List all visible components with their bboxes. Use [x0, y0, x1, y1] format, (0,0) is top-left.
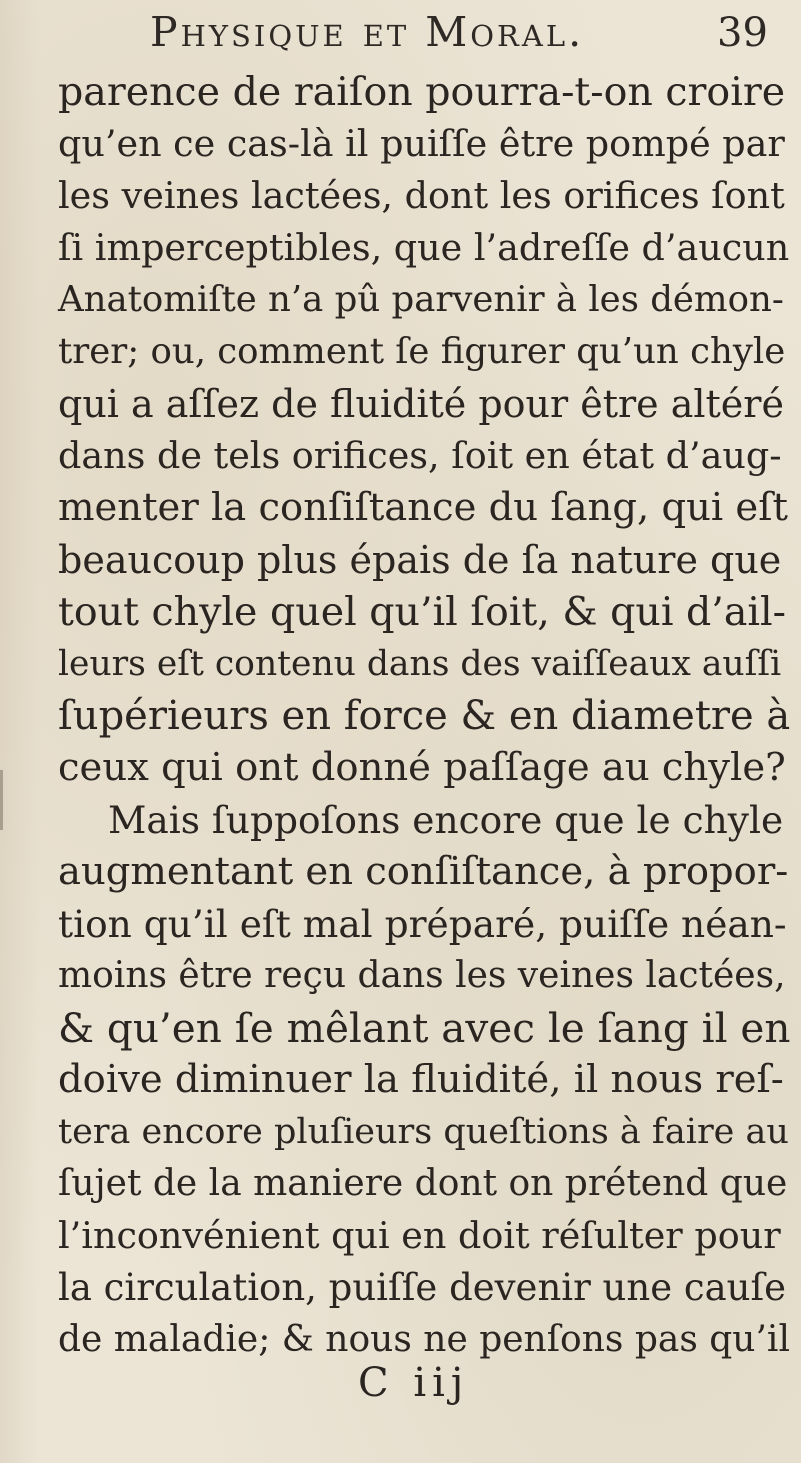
text-line: augmentant en conſiſtance, à propor- — [58, 849, 789, 894]
text-line: parence de raiſon pourra-t-on croire — [58, 69, 786, 115]
text-line: tout chyle quel qu’il ſoit, & qui d’ail- — [58, 589, 787, 635]
text-line: menter la conſiſtance du ſang, qui eſt — [58, 485, 788, 530]
text-line: ceux qui ont donné paſſage au chyle? — [58, 745, 786, 790]
text-line: moins être reçu dans les veines lactées, — [58, 955, 786, 996]
text-line: qui a aſſez de fluidité pour être altéré — [58, 382, 784, 426]
text-line: ſujet de la maniere dont on prétend que — [58, 1163, 788, 1204]
text-line: tion qu’il eſt mal préparé, puiſſe néan- — [58, 902, 787, 946]
text-line: dans de tels orifices, ſoit en état d’aug- — [58, 434, 782, 477]
text-line: Mais ſuppoſons encore que le chyle — [108, 798, 784, 842]
text-line: qu’en ce cas-là il puiſſe être pompé par — [58, 122, 785, 165]
page-edge-shadow — [0, 770, 3, 830]
text-line: Anatomiſte n’a pû parvenir à les démon- — [58, 279, 784, 320]
signature-mark: C iij — [358, 1360, 470, 1406]
text-line: les veines lactées, dont les orifices ſont — [58, 174, 785, 217]
page-number: 39 — [717, 10, 768, 56]
text-line: beaucoup plus épais de ſa nature que — [58, 538, 782, 582]
text-line: ſi imperceptibles, que l’adreſſe d’aucun — [58, 226, 790, 269]
text-line: tera encore pluſieurs queſtions à faire au — [58, 1112, 789, 1152]
running-header — [0, 6, 801, 60]
text-line: la circulation, puiſſe devenir une cauſe — [58, 1266, 787, 1309]
text-line: leurs eſt contenu dans des vaiſſeaux auſſi — [58, 644, 782, 684]
running-title: Physique et Moral. — [150, 8, 585, 56]
text-line: & qu’en ſe mêlant avec le ſang il en — [58, 1004, 791, 1052]
text-line: doive diminuer la fluidité, il nous reſ- — [58, 1057, 784, 1102]
text-line: l’inconvénient qui en doit réſulter pour — [58, 1214, 781, 1257]
text-line: de maladie; & nous ne penſons pas qu’il — [58, 1319, 790, 1360]
text-line: ſupérieurs en force & en diametre à — [58, 693, 791, 739]
text-line: trer; ou, comment ſe figurer qu’un chyle — [58, 331, 786, 372]
